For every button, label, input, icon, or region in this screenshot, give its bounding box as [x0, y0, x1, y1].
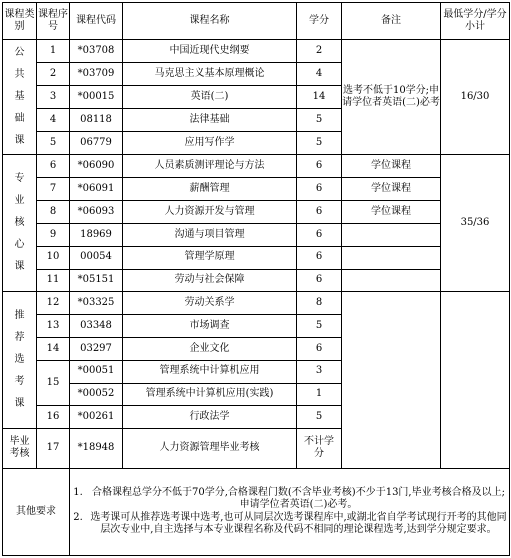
course-code: 03297: [70, 337, 123, 360]
course-code: *00015: [70, 86, 123, 109]
course-name: 薪酬管理: [123, 178, 297, 201]
course-name: 劳动关系学: [123, 292, 297, 315]
course-credit: 4: [297, 63, 342, 86]
table-row: [3, 269, 510, 292]
course-seq: 4: [37, 109, 70, 132]
course-code: *06093: [70, 201, 123, 224]
course-code: *03325: [70, 292, 123, 315]
elective-min-empty: [441, 292, 510, 468]
category-public: [3, 40, 37, 155]
course-code: *00052: [70, 383, 123, 406]
course-name: 应用写作学: [123, 132, 297, 155]
table-row: [3, 40, 510, 63]
category-elective-label: 推荐选考课: [14, 310, 25, 410]
course-seq: 16: [37, 406, 70, 429]
table-row: [3, 246, 510, 269]
course-credit: 5: [297, 406, 342, 429]
course-credit: 5: [297, 132, 342, 155]
course-seq: 15: [37, 360, 70, 406]
course-name: 管理系统中计算机应用: [123, 360, 297, 383]
course-name: 沟通与项目管理: [123, 223, 297, 246]
course-name: 劳动与社会保障: [123, 269, 297, 292]
course-code: *06091: [70, 178, 123, 201]
category-graduation: 毕业考核: [3, 429, 37, 468]
course-credit: 6: [297, 223, 342, 246]
course-note: [342, 269, 441, 292]
course-code: *00261: [70, 406, 123, 429]
course-name: 行政法学: [123, 406, 297, 429]
table-row: [3, 223, 510, 246]
course-seq: 6: [37, 155, 70, 178]
course-credit: 1: [297, 383, 342, 406]
curriculum-table: [2, 2, 510, 556]
header-seq: 课程序号: [37, 3, 70, 40]
other-requirements-label: 其他要求: [3, 468, 70, 555]
course-name: 人员素质测评理论与方法: [123, 155, 297, 178]
course-seq: 12: [37, 292, 70, 315]
course-credit: 6: [297, 155, 342, 178]
requirement-item: 2. 选考课可从推荐选考课中选考,也可从同层次选考课程库中,或湖北省自学考试现行开考的其他同层次专业中,自主选择与本专业课程名称及代码不相同的理论课程选考,达到学分规定要求。: [86, 512, 509, 537]
course-seq: 7: [37, 178, 70, 201]
course-name: 管理学原理: [123, 246, 297, 269]
requirement-item: 1. 合格课程总学分不低于70学分,合格课程门数(不含毕业考核)不少于13门,毕业考核合格及以上;申请学位者英语(二)必考。: [86, 487, 509, 512]
course-seq: 17: [37, 429, 70, 468]
course-seq: 8: [37, 201, 70, 224]
course-code: 06779: [70, 132, 123, 155]
course-credit: 6: [297, 201, 342, 224]
course-credit: 14: [297, 86, 342, 109]
course-code: 00054: [70, 246, 123, 269]
table-row: [3, 178, 510, 201]
course-seq: 10: [37, 246, 70, 269]
course-seq: 9: [37, 223, 70, 246]
course-credit: 3: [297, 360, 342, 383]
course-credit: 8: [297, 292, 342, 315]
header-row: [3, 3, 510, 40]
course-seq: 2: [37, 63, 70, 86]
course-credit: 5: [297, 315, 342, 338]
course-credit: 6: [297, 246, 342, 269]
header-category: 课程类别: [3, 3, 37, 40]
course-name: 英语(二): [123, 86, 297, 109]
header-note: 备注: [342, 3, 441, 40]
course-name: 中国近现代史纲要: [123, 40, 297, 63]
header-code: 课程代码: [70, 3, 123, 40]
course-code: *03708: [70, 40, 123, 63]
course-name: 管理系统中计算机应用(实践): [123, 383, 297, 406]
course-code: *03709: [70, 63, 123, 86]
public-note: 选考不低于10学分;申请学位者英语(二)必考: [342, 40, 441, 155]
course-name: 法律基础: [123, 109, 297, 132]
course-code: 18969: [70, 223, 123, 246]
category-core-label: 专业核心课: [14, 173, 25, 273]
course-name: 人力资源管理毕业考核: [123, 429, 297, 468]
course-credit: 6: [297, 178, 342, 201]
course-code: *06090: [70, 155, 123, 178]
course-seq: 1: [37, 40, 70, 63]
course-credit: 5: [297, 109, 342, 132]
course-seq: 14: [37, 337, 70, 360]
header-min-credit: 最低学分/学分小计: [441, 3, 510, 40]
course-credit: 2: [297, 40, 342, 63]
header-name: 课程名称: [123, 3, 297, 40]
course-name: 市场调查: [123, 315, 297, 338]
course-note: 学位课程: [342, 155, 441, 178]
requirements-list: [70, 487, 509, 537]
course-seq: 5: [37, 132, 70, 155]
table-row: [3, 201, 510, 224]
course-name: 马克思主义基本原理概论: [123, 63, 297, 86]
course-code: 08118: [70, 109, 123, 132]
course-code: 03348: [70, 315, 123, 338]
course-seq: 11: [37, 269, 70, 292]
category-elective: [3, 292, 37, 429]
category-public-label: 公共基础课: [14, 47, 25, 147]
elective-note-empty: [342, 292, 441, 468]
table-row: [3, 155, 510, 178]
course-code: *00051: [70, 360, 123, 383]
other-requirements-text: [70, 468, 510, 555]
course-code: *18948: [70, 429, 123, 468]
category-core: [3, 155, 37, 292]
table-row: [3, 292, 510, 315]
other-requirements-row: [3, 468, 510, 555]
course-note: 学位课程: [342, 201, 441, 224]
course-seq: 13: [37, 315, 70, 338]
course-credit: 6: [297, 269, 342, 292]
header-credit: 学分: [297, 3, 342, 40]
course-credit: 6: [297, 337, 342, 360]
course-code: *05151: [70, 269, 123, 292]
course-note: [342, 223, 441, 246]
course-note: 学位课程: [342, 178, 441, 201]
core-min-credit: 35/36: [441, 155, 510, 292]
course-note: [342, 246, 441, 269]
course-credit: 不计学分: [297, 429, 342, 468]
course-seq: 3: [37, 86, 70, 109]
course-name: 企业文化: [123, 337, 297, 360]
course-name: 人力资源开发与管理: [123, 201, 297, 224]
public-min-credit: 16/30: [441, 40, 510, 155]
